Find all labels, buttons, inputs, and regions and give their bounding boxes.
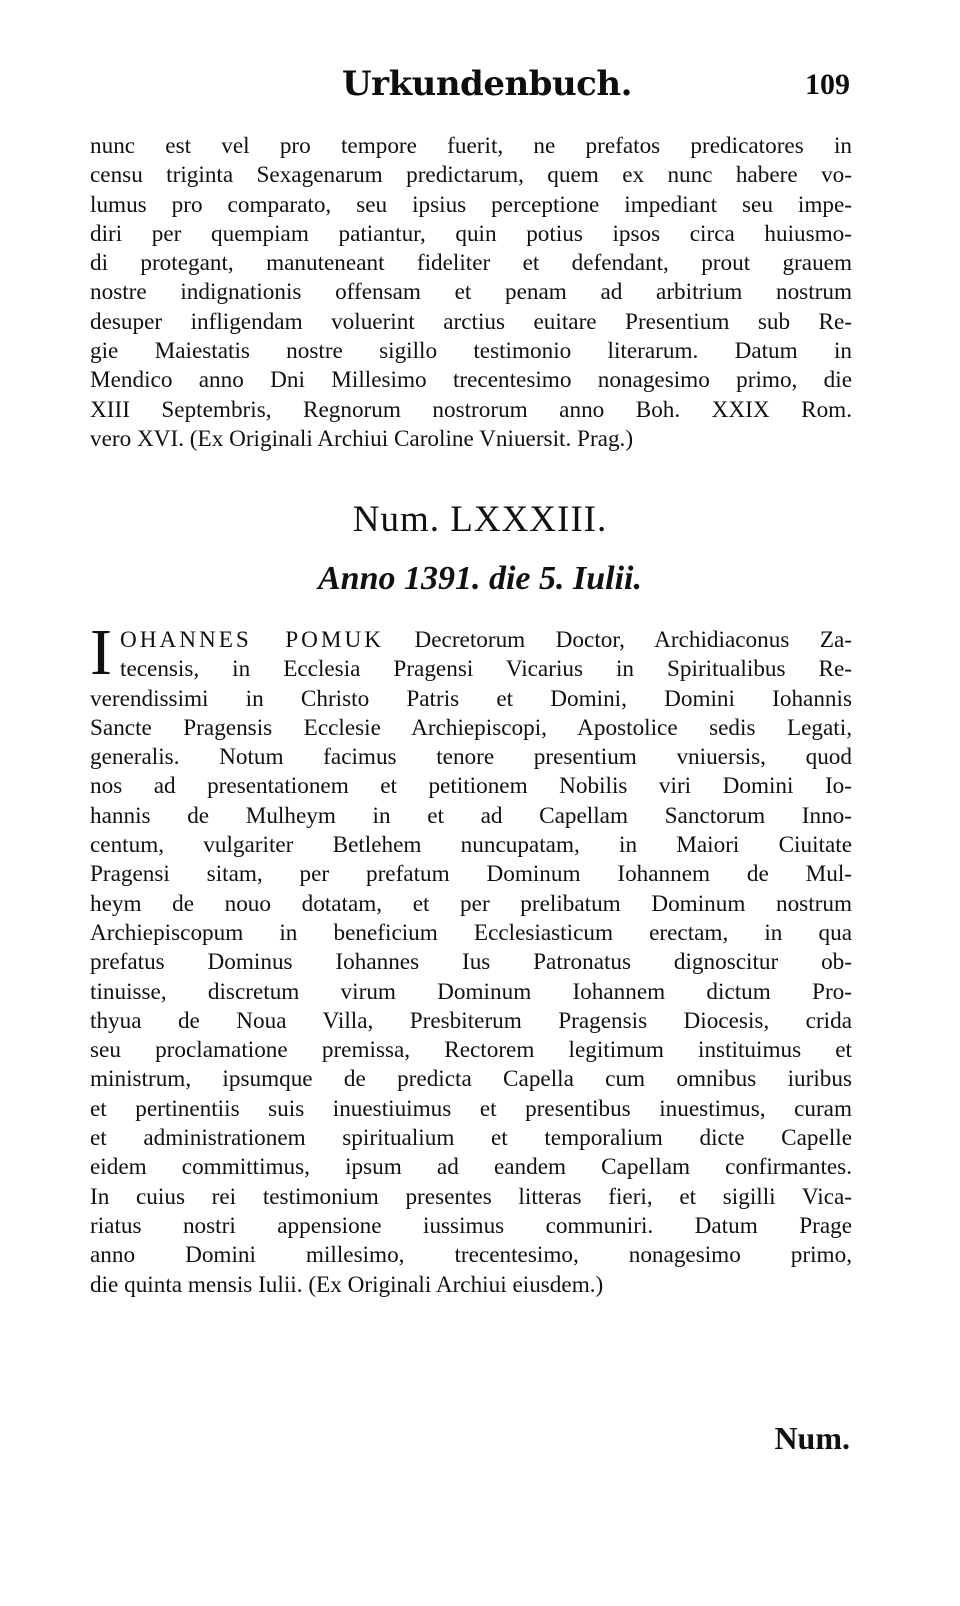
- text-line: lumus pro comparato, seu ipsius perceptione impediant seu impe-: [90, 191, 852, 218]
- drop-cap: I: [90, 616, 112, 689]
- text-line: et pertinentiis suis inuestiuimus et presentibus inuestimus, curam: [90, 1095, 852, 1122]
- document-body: [90, 626, 852, 1300]
- text-line: desuper infligendam voluerint arctius euitare Presentium sub Re-: [90, 308, 852, 335]
- text-line: heym de nouo dotatam, et per prelibatum Dominum nostrum: [90, 890, 852, 917]
- opening-line-rest: Decretorum Doctor, Archidiaconus Za-: [384, 627, 852, 653]
- text-line: nunc est vel pro tempore fuerit, ne prefatos predicatores in: [90, 133, 852, 159]
- catchword: Num.: [774, 1420, 850, 1456]
- text-line: XIII Septembris, Regnorum nostrorum anno Boh. XXIX Rom.: [90, 396, 852, 423]
- text-line: hannis de Mulheym in et ad Capellam Sanctorum Inno-: [90, 802, 852, 829]
- text-line-source: die quinta mensis Iulii. (Ex Originali Archiui eiusdem.): [90, 1271, 604, 1298]
- text-line: centum, vulgariter Betlehem nuncupatam, in Maiori Ciuitate: [90, 832, 852, 859]
- text-line: di protegant, manuteneant fideliter et defendant, prout grauem: [90, 250, 852, 277]
- text-line: verendissimi in Christo Patris et Domini, Domini Iohannis: [90, 685, 852, 712]
- section-date: Anno 1391. die 5. Iulii.: [317, 560, 642, 597]
- text-line: seu proclamatione premissa, Rectorem legitimum instituimus et: [90, 1037, 852, 1064]
- text-line: anno Domini millesimo, trecentesimo, nonagesimo primo,: [90, 1242, 852, 1269]
- document-continuation: [90, 132, 852, 454]
- text-line: ministrum, ipsumque de predicta Capella cum omnibus iuribus: [90, 1066, 852, 1093]
- page-number: 109: [805, 68, 850, 101]
- text-line-source: vero XVI. (Ex Originali Archiui Caroline Vniuersit. Prag.): [90, 425, 634, 452]
- text-line: Pragensi sitam, per prefatum Dominum Iohannem de Mul-: [90, 861, 852, 888]
- running-title: Urkundenbuch.: [342, 64, 632, 104]
- text-line: In cuius rei testimonium presentes litteras fieri, et sigilli Vica-: [90, 1183, 852, 1210]
- text-line: generalis. Notum facimus tenore presentium vniuersis, quod: [90, 744, 852, 771]
- text-line: prefatus Dominus Iohannes Ius Patronatus dignoscitur ob-: [90, 949, 852, 976]
- opening-name: OHANNES POMUK: [120, 627, 385, 653]
- section-number: Num. LXXXIII.: [352, 499, 608, 540]
- text-line: diri per quempiam patiantur, quin potius ipsos circa huiusmo-: [90, 220, 852, 247]
- text-line-opening: [90, 626, 852, 655]
- text-line: thyua de Noua Villa, Presbiterum Pragensis Diocesis, crida: [90, 1007, 852, 1034]
- text-line: gie Maiestatis nostre sigillo testimonio literarum. Datum in: [90, 338, 852, 365]
- text-line: et administrationem spiritualium et temporalium dicte Capelle: [90, 1125, 852, 1152]
- text-line: Sancte Pragensis Ecclesie Archiepiscopi, Apostolice sedis Legati,: [90, 714, 852, 741]
- text-line: tecensis, in Ecclesia Pragensi Vicarius in Spiritualibus Re-: [120, 656, 852, 683]
- running-head: [90, 64, 850, 114]
- text-line: nostre indignationis offensam et penam ad arbitrium nostrum: [90, 279, 852, 306]
- text-line: Mendico anno Dni Millesimo trecentesimo nonagesimo primo, die: [90, 367, 852, 394]
- text-line: nos ad presentationem et petitionem Nobilis viri Domini Io-: [90, 773, 852, 800]
- text-line: eidem committimus, ipsum ad eandem Capellam confirmantes.: [90, 1154, 852, 1181]
- text-line: censu triginta Sexagenarum predictarum, quem ex nunc habere vo-: [90, 162, 852, 189]
- text-line: Archiepiscopum in beneficium Ecclesiasticum erectam, in qua: [90, 919, 852, 946]
- text-line: tinuisse, discretum virum Dominum Iohannem dictum Pro-: [90, 978, 852, 1005]
- text-line: riatus nostri appensione iussimus communiri. Datum Prage: [90, 1212, 852, 1239]
